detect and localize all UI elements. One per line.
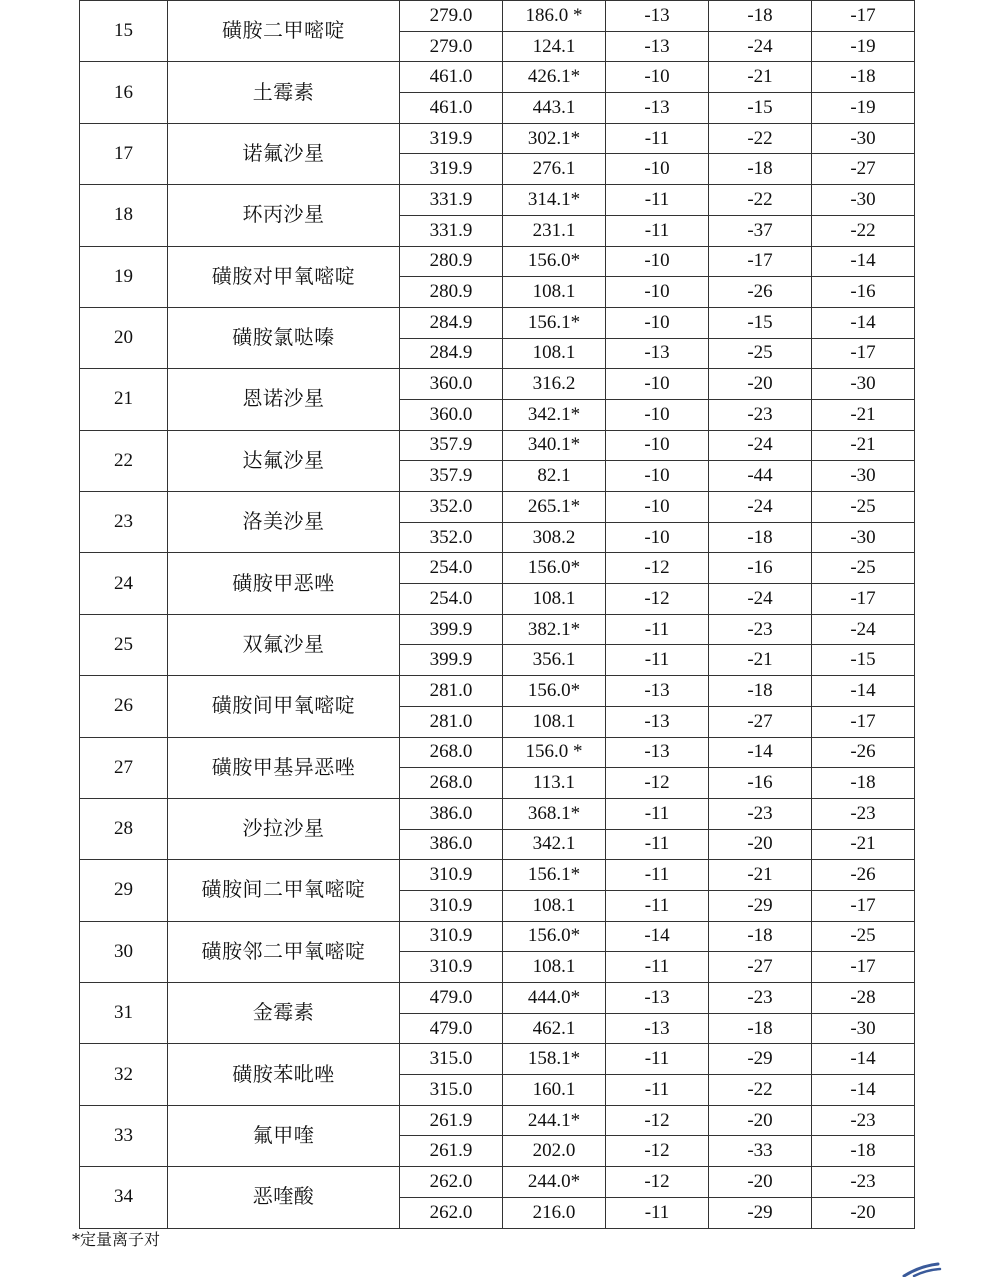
compound-number: 17: [80, 123, 168, 184]
declustering-value: -10: [606, 62, 709, 93]
collision-energy: -18: [709, 921, 812, 952]
compound-name: 磺胺对甲氧嘧啶: [168, 246, 400, 307]
precursor-ion: 386.0: [400, 798, 503, 829]
table-row: [80, 430, 915, 461]
compound-number: 27: [80, 737, 168, 798]
declustering-value: -10: [606, 522, 709, 553]
product-ion: 316.2: [503, 369, 606, 400]
exit-potential: -14: [812, 676, 915, 707]
product-ion: 231.1: [503, 215, 606, 246]
table-row: [80, 307, 915, 338]
product-ion: 342.1*: [503, 399, 606, 430]
compound-name: 磺胺苯吡唑: [168, 1044, 400, 1105]
product-ion: 356.1: [503, 645, 606, 676]
collision-energy: -29: [709, 890, 812, 921]
precursor-ion: 254.0: [400, 553, 503, 584]
precursor-ion: 310.9: [400, 860, 503, 891]
precursor-ion: 331.9: [400, 215, 503, 246]
collision-energy: -20: [709, 829, 812, 860]
collision-energy: -29: [709, 1197, 812, 1228]
exit-potential: -17: [812, 952, 915, 983]
compound-name: 诺氟沙星: [168, 123, 400, 184]
precursor-ion: 331.9: [400, 185, 503, 216]
precursor-ion: 279.0: [400, 1, 503, 32]
exit-potential: -14: [812, 307, 915, 338]
table-row: [80, 185, 915, 216]
table-row: [80, 737, 915, 768]
collision-energy: -18: [709, 676, 812, 707]
exit-potential: -21: [812, 829, 915, 860]
collision-energy: -23: [709, 614, 812, 645]
collision-energy: -22: [709, 123, 812, 154]
precursor-ion: 310.9: [400, 952, 503, 983]
table-row: [80, 921, 915, 952]
compound-number: 33: [80, 1105, 168, 1166]
compound-number: 22: [80, 430, 168, 491]
table-row: [80, 123, 915, 154]
compound-name: 双氟沙星: [168, 614, 400, 675]
declustering-value: -12: [606, 1167, 709, 1198]
collision-energy: -21: [709, 645, 812, 676]
compound-number: 32: [80, 1044, 168, 1105]
product-ion: 156.0*: [503, 246, 606, 277]
exit-potential: -30: [812, 522, 915, 553]
declustering-value: -10: [606, 461, 709, 492]
precursor-ion: 319.9: [400, 123, 503, 154]
collision-energy: -27: [709, 952, 812, 983]
collision-energy: -33: [709, 1136, 812, 1167]
precursor-ion: 479.0: [400, 983, 503, 1014]
product-ion: 426.1*: [503, 62, 606, 93]
compound-number: 26: [80, 676, 168, 737]
declustering-value: -12: [606, 553, 709, 584]
collision-energy: -18: [709, 1, 812, 32]
declustering-value: -11: [606, 890, 709, 921]
precursor-ion: 261.9: [400, 1136, 503, 1167]
collision-energy: -23: [709, 399, 812, 430]
product-ion: 108.1: [503, 277, 606, 308]
product-ion: 108.1: [503, 952, 606, 983]
collision-energy: -25: [709, 338, 812, 369]
collision-energy: -22: [709, 185, 812, 216]
declustering-value: -10: [606, 154, 709, 185]
exit-potential: -30: [812, 369, 915, 400]
exit-potential: -28: [812, 983, 915, 1014]
compound-name: 磺胺间甲氧嘧啶: [168, 676, 400, 737]
precursor-ion: 262.0: [400, 1197, 503, 1228]
precursor-ion: 399.9: [400, 614, 503, 645]
table-row: [80, 492, 915, 523]
exit-potential: -26: [812, 737, 915, 768]
exit-potential: -15: [812, 645, 915, 676]
product-ion: 156.0*: [503, 553, 606, 584]
precursor-ion: 281.0: [400, 676, 503, 707]
compound-name: 土霉素: [168, 62, 400, 123]
product-ion: 244.1*: [503, 1105, 606, 1136]
collision-energy: -24: [709, 492, 812, 523]
declustering-value: -13: [606, 93, 709, 124]
precursor-ion: 281.0: [400, 706, 503, 737]
compound-number: 34: [80, 1167, 168, 1228]
precursor-ion: 357.9: [400, 430, 503, 461]
compound-number: 18: [80, 185, 168, 246]
exit-potential: -25: [812, 921, 915, 952]
precursor-ion: 319.9: [400, 154, 503, 185]
declustering-value: -11: [606, 829, 709, 860]
footnote: *定量离子对: [72, 1230, 161, 1249]
product-ion: 265.1*: [503, 492, 606, 523]
table-row: [80, 798, 915, 829]
product-ion: 158.1*: [503, 1044, 606, 1075]
exit-potential: -25: [812, 553, 915, 584]
collision-energy: -15: [709, 93, 812, 124]
collision-energy: -23: [709, 798, 812, 829]
table-row: [80, 369, 915, 400]
product-ion: 368.1*: [503, 798, 606, 829]
product-ion: 340.1*: [503, 430, 606, 461]
collision-energy: -22: [709, 1075, 812, 1106]
declustering-value: -11: [606, 860, 709, 891]
compound-name: 磺胺二甲嘧啶: [168, 1, 400, 62]
declustering-value: -10: [606, 492, 709, 523]
declustering-value: -11: [606, 123, 709, 154]
exit-potential: -30: [812, 461, 915, 492]
collision-energy: -24: [709, 430, 812, 461]
product-ion: 314.1*: [503, 185, 606, 216]
precursor-ion: 310.9: [400, 890, 503, 921]
compound-name: 氟甲喹: [168, 1105, 400, 1166]
precursor-ion: 268.0: [400, 768, 503, 799]
product-ion: 156.1*: [503, 307, 606, 338]
product-ion: 108.1: [503, 338, 606, 369]
collision-energy: -18: [709, 154, 812, 185]
precursor-ion: 261.9: [400, 1105, 503, 1136]
exit-potential: -18: [812, 768, 915, 799]
exit-potential: -24: [812, 614, 915, 645]
collision-energy: -27: [709, 706, 812, 737]
collision-energy: -23: [709, 983, 812, 1014]
precursor-ion: 357.9: [400, 461, 503, 492]
precursor-ion: 315.0: [400, 1044, 503, 1075]
collision-energy: -14: [709, 737, 812, 768]
collision-energy: -20: [709, 369, 812, 400]
product-ion: 382.1*: [503, 614, 606, 645]
compound-number: 20: [80, 307, 168, 368]
exit-potential: -23: [812, 798, 915, 829]
collision-energy: -18: [709, 1013, 812, 1044]
table-row: [80, 614, 915, 645]
precursor-ion: 399.9: [400, 645, 503, 676]
product-ion: 156.1*: [503, 860, 606, 891]
collision-energy: -26: [709, 277, 812, 308]
exit-potential: -21: [812, 399, 915, 430]
product-ion: 82.1: [503, 461, 606, 492]
product-ion: 124.1: [503, 31, 606, 62]
precursor-ion: 268.0: [400, 737, 503, 768]
table-row: [80, 62, 915, 93]
product-ion: 342.1: [503, 829, 606, 860]
declustering-value: -13: [606, 737, 709, 768]
exit-potential: -14: [812, 1075, 915, 1106]
product-ion: 186.0 *: [503, 1, 606, 32]
exit-potential: -30: [812, 123, 915, 154]
product-ion: 160.1: [503, 1075, 606, 1106]
declustering-value: -11: [606, 1075, 709, 1106]
table-row: [80, 1, 915, 32]
exit-potential: -18: [812, 62, 915, 93]
collision-energy: -18: [709, 522, 812, 553]
table-row: [80, 553, 915, 584]
compound-name: 金霉素: [168, 983, 400, 1044]
precursor-ion: 280.9: [400, 277, 503, 308]
compound-number: 15: [80, 1, 168, 62]
product-ion: 462.1: [503, 1013, 606, 1044]
declustering-value: -11: [606, 798, 709, 829]
table-row: [80, 983, 915, 1014]
exit-potential: -30: [812, 1013, 915, 1044]
table-row: [80, 676, 915, 707]
compound-number: 31: [80, 983, 168, 1044]
product-ion: 108.1: [503, 584, 606, 615]
table-row: [80, 1167, 915, 1198]
declustering-value: -12: [606, 1136, 709, 1167]
exit-potential: -14: [812, 246, 915, 277]
declustering-value: -10: [606, 246, 709, 277]
product-ion: 443.1: [503, 93, 606, 124]
compound-name: 磺胺甲基异恶唑: [168, 737, 400, 798]
compound-number: 29: [80, 860, 168, 921]
product-ion: 156.0 *: [503, 737, 606, 768]
compound-name: 磺胺氯哒嗪: [168, 307, 400, 368]
collision-energy: -17: [709, 246, 812, 277]
precursor-ion: 386.0: [400, 829, 503, 860]
compound-name: 环丙沙星: [168, 185, 400, 246]
compound-number: 16: [80, 62, 168, 123]
declustering-value: -14: [606, 921, 709, 952]
compound-name: 恶喹酸: [168, 1167, 400, 1228]
precursor-ion: 461.0: [400, 93, 503, 124]
precursor-ion: 360.0: [400, 369, 503, 400]
table-row: [80, 860, 915, 891]
exit-potential: -26: [812, 860, 915, 891]
precursor-ion: 310.9: [400, 921, 503, 952]
compound-number: 25: [80, 614, 168, 675]
exit-potential: -17: [812, 584, 915, 615]
declustering-value: -12: [606, 768, 709, 799]
exit-potential: -27: [812, 154, 915, 185]
compound-number: 23: [80, 492, 168, 553]
precursor-ion: 461.0: [400, 62, 503, 93]
declustering-value: -11: [606, 645, 709, 676]
precursor-ion: 262.0: [400, 1167, 503, 1198]
declustering-value: -12: [606, 1105, 709, 1136]
product-ion: 308.2: [503, 522, 606, 553]
ion-parameter-table: [79, 0, 915, 1229]
product-ion: 156.0*: [503, 921, 606, 952]
declustering-value: -11: [606, 215, 709, 246]
exit-potential: -17: [812, 1, 915, 32]
precursor-ion: 360.0: [400, 399, 503, 430]
collision-energy: -24: [709, 584, 812, 615]
exit-potential: -17: [812, 890, 915, 921]
product-ion: 444.0*: [503, 983, 606, 1014]
compound-name: 磺胺间二甲氧嘧啶: [168, 860, 400, 921]
collision-energy: -16: [709, 553, 812, 584]
watermark-logo-icon: [900, 1262, 944, 1277]
collision-energy: -20: [709, 1105, 812, 1136]
declustering-value: -13: [606, 983, 709, 1014]
table-body: [80, 1, 915, 1229]
compound-number: 19: [80, 246, 168, 307]
declustering-value: -13: [606, 31, 709, 62]
precursor-ion: 284.9: [400, 338, 503, 369]
declustering-value: -10: [606, 307, 709, 338]
exit-potential: -19: [812, 93, 915, 124]
product-ion: 108.1: [503, 706, 606, 737]
declustering-value: -11: [606, 614, 709, 645]
declustering-value: -10: [606, 369, 709, 400]
product-ion: 244.0*: [503, 1167, 606, 1198]
collision-energy: -37: [709, 215, 812, 246]
precursor-ion: 315.0: [400, 1075, 503, 1106]
table-row: [80, 246, 915, 277]
declustering-value: -10: [606, 277, 709, 308]
exit-potential: -19: [812, 31, 915, 62]
product-ion: 302.1*: [503, 123, 606, 154]
precursor-ion: 284.9: [400, 307, 503, 338]
collision-energy: -21: [709, 860, 812, 891]
compound-number: 21: [80, 369, 168, 430]
declustering-value: -12: [606, 584, 709, 615]
product-ion: 216.0: [503, 1197, 606, 1228]
exit-potential: -23: [812, 1167, 915, 1198]
compound-name: 磺胺甲恶唑: [168, 553, 400, 614]
compound-number: 28: [80, 798, 168, 859]
product-ion: 202.0: [503, 1136, 606, 1167]
compound-name: 沙拉沙星: [168, 798, 400, 859]
precursor-ion: 352.0: [400, 522, 503, 553]
collision-energy: -44: [709, 461, 812, 492]
declustering-value: -11: [606, 952, 709, 983]
declustering-value: -11: [606, 185, 709, 216]
exit-potential: -21: [812, 430, 915, 461]
precursor-ion: 479.0: [400, 1013, 503, 1044]
compound-name: 达氟沙星: [168, 430, 400, 491]
product-ion: 108.1: [503, 890, 606, 921]
collision-energy: -21: [709, 62, 812, 93]
collision-energy: -24: [709, 31, 812, 62]
compound-name: 洛美沙星: [168, 492, 400, 553]
exit-potential: -16: [812, 277, 915, 308]
exit-potential: -23: [812, 1105, 915, 1136]
declustering-value: -10: [606, 430, 709, 461]
exit-potential: -30: [812, 185, 915, 216]
precursor-ion: 279.0: [400, 31, 503, 62]
declustering-value: -11: [606, 1197, 709, 1228]
product-ion: 156.0*: [503, 676, 606, 707]
table-row: [80, 1044, 915, 1075]
exit-potential: -17: [812, 338, 915, 369]
declustering-value: -13: [606, 1, 709, 32]
collision-energy: -20: [709, 1167, 812, 1198]
compound-number: 24: [80, 553, 168, 614]
declustering-value: -13: [606, 706, 709, 737]
compound-name: 磺胺邻二甲氧嘧啶: [168, 921, 400, 982]
exit-potential: -14: [812, 1044, 915, 1075]
collision-energy: -29: [709, 1044, 812, 1075]
declustering-value: -13: [606, 338, 709, 369]
collision-energy: -15: [709, 307, 812, 338]
precursor-ion: 280.9: [400, 246, 503, 277]
product-ion: 113.1: [503, 768, 606, 799]
table-row: [80, 1105, 915, 1136]
exit-potential: -17: [812, 706, 915, 737]
compound-number: 30: [80, 921, 168, 982]
declustering-value: -13: [606, 676, 709, 707]
compound-name: 恩诺沙星: [168, 369, 400, 430]
precursor-ion: 352.0: [400, 492, 503, 523]
declustering-value: -11: [606, 1044, 709, 1075]
product-ion: 276.1: [503, 154, 606, 185]
exit-potential: -25: [812, 492, 915, 523]
exit-potential: -22: [812, 215, 915, 246]
declustering-value: -10: [606, 399, 709, 430]
precursor-ion: 254.0: [400, 584, 503, 615]
exit-potential: -20: [812, 1197, 915, 1228]
declustering-value: -13: [606, 1013, 709, 1044]
exit-potential: -18: [812, 1136, 915, 1167]
collision-energy: -16: [709, 768, 812, 799]
